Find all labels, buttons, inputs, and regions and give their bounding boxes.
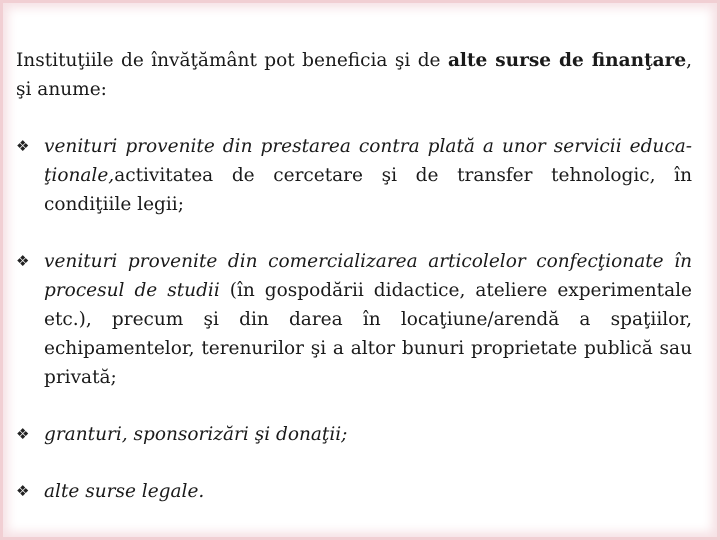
item-italic-text: alte surse legale. [44, 481, 205, 502]
bullet-marker-icon: ❖ [16, 137, 30, 155]
list-item [16, 247, 692, 392]
item-italic-text: venituri provenite din comercializarea articolelor confecţionate în procesul de studii [44, 251, 692, 301]
intro-text-end: , şi anume: [16, 50, 693, 100]
list-item [16, 477, 692, 506]
funding-sources-list [16, 132, 692, 506]
item-italic-text: venituri provenite din prestarea contra plată a unor servicii educa-ţionale, [44, 136, 692, 186]
bullet-marker-icon: ❖ [16, 482, 30, 500]
item-italic-text: granturi, sponsorizări şi donaţii; [44, 424, 348, 445]
bullet-marker-icon: ❖ [16, 425, 30, 443]
bullet-marker-icon: ❖ [16, 252, 30, 270]
item-text: activitatea de cercetare şi de transfer tehnologic, în condiţiile legii; [44, 165, 692, 215]
intro-text-emphasis: alte surse de finanţare [447, 50, 687, 71]
list-item [16, 132, 692, 219]
intro-text-start: Instituţiile de învăţământ pot beneficia şi de [16, 50, 448, 71]
item-text: (în gospodării didactice, ateliere experimentale etc.), precum şi din darea în locaţiune/arendă a spaţiilor, echipamentelor, terenurilor şi a altor bunuri proprietate publică sau privată; [44, 280, 692, 388]
intro-paragraph [16, 46, 692, 104]
list-item [16, 420, 692, 449]
